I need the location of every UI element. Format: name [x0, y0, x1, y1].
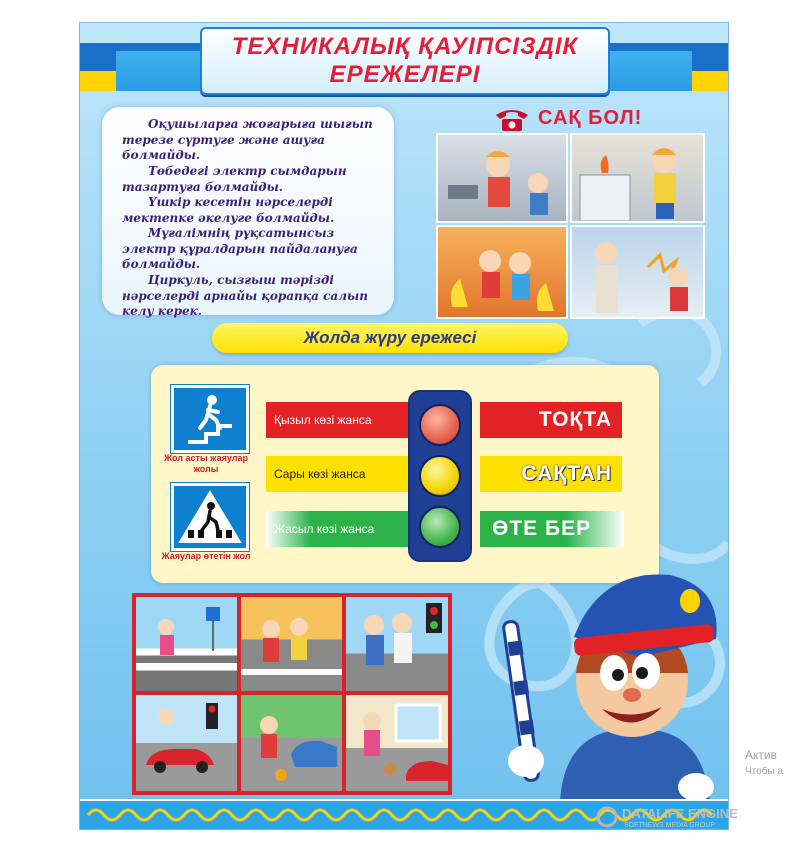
pedestrian-crossing-sign: [171, 483, 249, 551]
poster-title: [200, 27, 610, 95]
yellow-condition: Сары көзі жанса: [266, 456, 416, 492]
red-action: ТОҚТА: [480, 402, 622, 438]
telephone-icon: [492, 105, 532, 133]
yellow-lamp: [419, 455, 461, 497]
header-bar: [80, 23, 728, 93]
engine-watermark-sub: SOFTNEWS MEDIA GROUP: [624, 822, 716, 829]
scene-2: [241, 597, 342, 691]
policeman-mascot: [490, 561, 728, 801]
scene-1: [136, 597, 237, 691]
pedestrian-crossing-icon: [174, 486, 246, 548]
hazard-picture-iron: [436, 133, 568, 223]
flag-corner-left: [80, 51, 116, 91]
scene-3: [346, 597, 448, 691]
title-line-2: ЕРЕЖЕЛЕРІ: [329, 61, 481, 88]
red-condition: Қызыл көзі жанса: [266, 402, 416, 438]
rule-5: Циркуль, сызғыш тәрізді нәрселерді арнайы қорапқа салып келу керек.: [122, 273, 368, 318]
scene-6: [346, 695, 448, 791]
crossing-sign-label: Жаяулар өтетін жол: [161, 551, 251, 561]
rules-panel: [102, 107, 394, 318]
safety-poster: [79, 22, 729, 830]
scene-4: [136, 695, 237, 791]
green-condition: Жасыл көзі жанса: [266, 511, 416, 547]
hazard-picture-fire: [436, 225, 568, 319]
caution-label: САҚ БОЛ!: [538, 107, 643, 129]
title-line-1: ТЕХНИКАЛЫҚ ҚАУІПСІЗДІК: [231, 33, 579, 60]
engine-watermark: DATALIFE ENGINE: [622, 806, 738, 821]
rule-2: Төбедегі электр сымдарын тазартуға болмайды.: [122, 164, 347, 194]
road-scenes-grid: [132, 593, 452, 795]
hazard-picture-stove: [570, 133, 705, 223]
road-rules-title: Жолда жүру ережесі: [212, 323, 568, 353]
red-lamp: [419, 404, 461, 446]
engine-logo-icon: [596, 806, 618, 828]
activate-watermark-2: Чтобы а: [745, 766, 783, 777]
rule-1: Оқушыларға жоғарыға шығып терезе сүртуге және ашуға болмайды.: [122, 117, 373, 162]
scene-5: [241, 695, 342, 791]
traffic-light: [408, 390, 472, 562]
green-lamp: [419, 506, 461, 548]
flag-corner-right: [692, 51, 728, 91]
underpass-sign-label: Жол асты жаяулар жолы: [164, 453, 248, 474]
traffic-rules-panel: [151, 365, 659, 583]
hazard-picture-firework: [570, 225, 705, 319]
rule-4: Мұғалімнің рұқсатынсыз электр құралдарын пайдалануға болмайды.: [122, 226, 358, 271]
activate-watermark-1: Актив: [745, 748, 777, 762]
rule-3: Үшкір кесетін нәрселерді мектепке әкелуге болмайды.: [122, 195, 335, 225]
yellow-action: САҚТАН: [480, 456, 622, 492]
pedestrian-underpass-icon: [174, 388, 246, 450]
green-action: ӨТЕ БЕР: [480, 511, 624, 547]
pedestrian-underpass-sign: [171, 385, 249, 453]
